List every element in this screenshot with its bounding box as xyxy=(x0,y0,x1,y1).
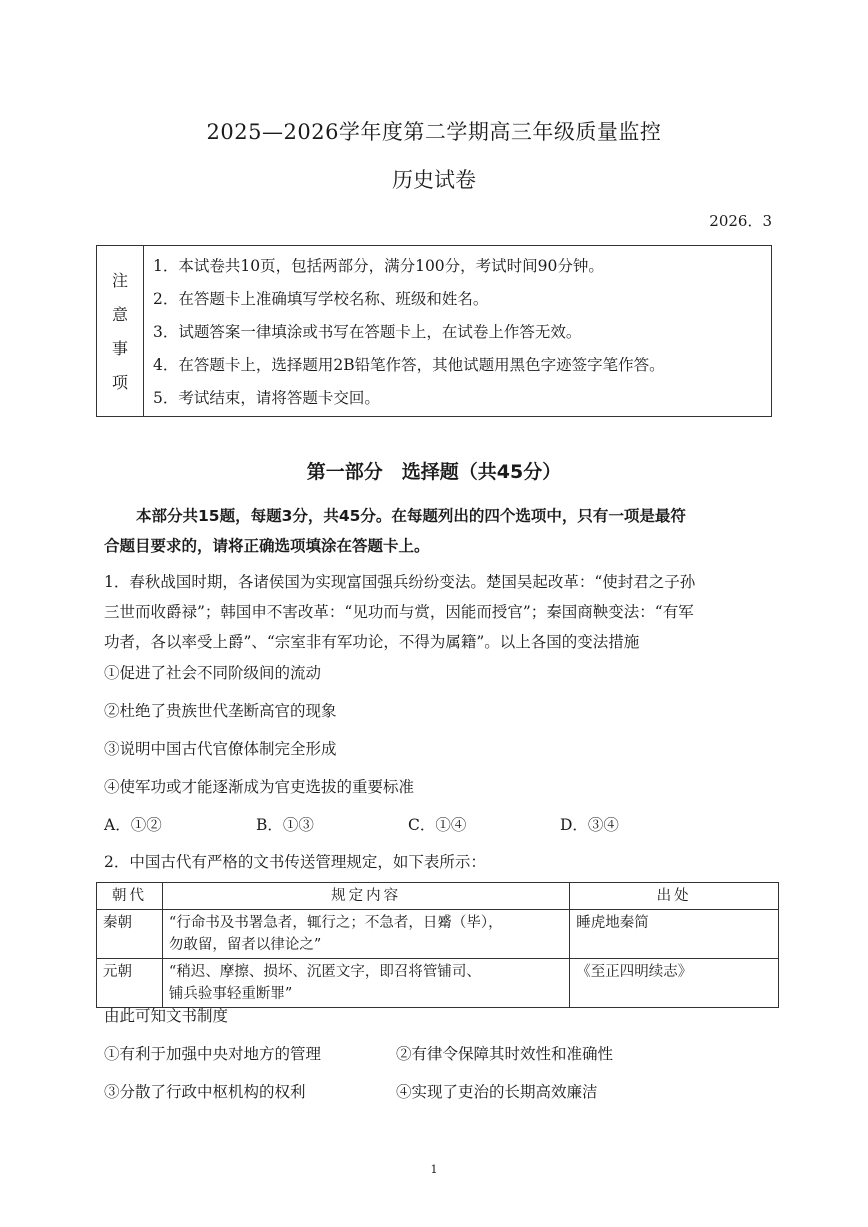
table-cell-content xyxy=(162,910,569,959)
q2-statement: ④实现了吏治的长期高效廉洁 xyxy=(396,1083,598,1101)
content-line: “稍迟、摩擦、损坏、沉匿文字，即召将管铺司、 xyxy=(168,964,481,980)
table-header-source: 出处 xyxy=(570,883,779,910)
notice-item: 2．在答题卡上准确填写学校名称、班级和姓名。 xyxy=(153,290,489,308)
q1-stem: 功者，各以率受上爵”、“宗室非有军功论，不得为属籍”。以上各国的变法措施 xyxy=(104,633,640,651)
notice-side-char: 注 xyxy=(111,271,128,290)
notice-item: 5．考试结束，请将答题卡交回。 xyxy=(153,389,380,407)
q1-option-b[interactable]: B．①③ xyxy=(256,816,314,834)
table-header-content: 规定内容 xyxy=(162,883,569,910)
table-cell-dynasty: 元朝 xyxy=(97,959,163,1008)
notice-side-char: 事 xyxy=(111,339,128,358)
part1-instruction: 本部分共15题，每题3分，共45分。在每题列出的四个选项中，只有一项是最符 xyxy=(136,507,686,525)
table-row xyxy=(97,910,779,959)
page-number: 1 xyxy=(430,1163,438,1176)
table-cell-content xyxy=(162,959,569,1008)
q1-option-d[interactable]: D．③④ xyxy=(560,816,619,834)
table-row xyxy=(97,959,779,1008)
q1-statement: ③说明中国古代官僚体制完全形成 xyxy=(104,740,337,758)
content-line: 勿敢留，留者以律论之” xyxy=(168,937,322,953)
q2-stem: 2．中国古代有严格的文书传送管理规定，如下表所示： xyxy=(104,853,486,871)
q1-statement: ④使军功或才能逐渐成为官吏选拔的重要标准 xyxy=(104,778,415,796)
notice-side-char: 意 xyxy=(111,305,128,324)
notice-item: 4．在答题卡上，选择题用2B铅笔作答，其他试题用黑色字迹签字笔作答。 xyxy=(153,356,665,374)
exam-date: 2026．3 xyxy=(709,212,772,230)
notice-item: 1．本试卷共10页，包括两部分，满分100分，考试时间90分钟。 xyxy=(153,257,604,275)
notice-item: 3．试题答案一律填涂或书写在答题卡上，在试卷上作答无效。 xyxy=(153,323,582,341)
part1-instruction: 合题目要求的，请将正确选项填涂在答题卡上。 xyxy=(104,537,430,555)
notice-box xyxy=(96,245,772,417)
q2-statement: ③分散了行政中枢机构的权利 xyxy=(104,1083,306,1101)
content-line: “行命书及书署急者，辄行之；不急者，日觱（毕）， xyxy=(168,915,503,931)
q1-statement: ①促进了社会不同阶级间的流动 xyxy=(104,664,322,682)
table-cell-source: 《至正四明续志》 xyxy=(570,959,779,1008)
q2-conclusion: 由此可知文书制度 xyxy=(104,1007,229,1025)
notice-side-label xyxy=(97,246,144,416)
table-cell-dynasty: 秦朝 xyxy=(97,910,163,959)
table-header-dynasty: 朝代 xyxy=(97,883,163,910)
table-header-row xyxy=(97,883,779,910)
q1-option-c[interactable]: C．①④ xyxy=(408,816,467,834)
table-cell-source: 睡虎地秦简 xyxy=(570,910,779,959)
q1-stem: 三世而收爵禄”；韩国申不害改革：“见功而与赏，因能而授官”；秦国商鞅变法：“有军 xyxy=(104,603,694,621)
exam-title: 2025—2026学年度第二学期高三年级质量监控 xyxy=(206,120,662,144)
q1-option-a[interactable]: A．①② xyxy=(104,816,162,834)
document-rules-table xyxy=(96,882,779,1008)
q1-statement: ②杜绝了贵族世代垄断高官的现象 xyxy=(104,702,337,720)
part1-title: 第一部分 选择题（共45分） xyxy=(306,461,562,483)
q1-stem: 1．春秋战国时期，各诸侯国为实现富国强兵纷纷变法。楚国吴起改革：“使封君之子孙 xyxy=(104,573,696,591)
exam-subject: 历史试卷 xyxy=(392,168,476,192)
notice-side-char: 项 xyxy=(111,373,128,392)
q2-statement: ①有利于加强中央对地方的管理 xyxy=(104,1045,322,1063)
content-line: 铺兵验事轻重断罪” xyxy=(168,986,293,1002)
q2-statement: ②有律令保障其时效性和准确性 xyxy=(396,1045,614,1063)
